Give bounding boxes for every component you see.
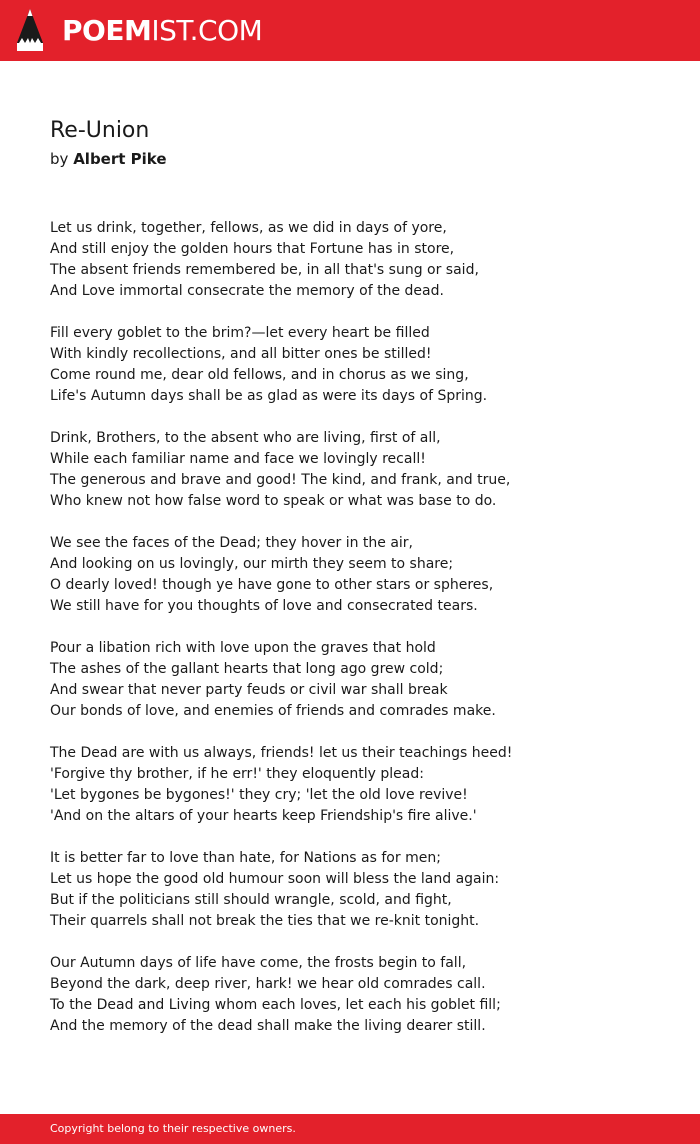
poem-line: We see the faces of the Dead; they hover in the air, [50, 535, 414, 551]
poem-line: Our Autumn days of life have come, the frosts begin to fall, [50, 955, 467, 971]
poem-line: We still have for you thoughts of love and consecrated tears. [50, 598, 478, 614]
poem-line: 'And on the altars of your hearts keep Friendship's fire alive.' [50, 808, 477, 824]
poem-line: The Dead are with us always, friends! let us their teachings heed! [50, 745, 513, 761]
poem-stanza [50, 428, 670, 512]
poem-line: Come round me, dear old fellows, and in chorus as we sing, [50, 367, 469, 383]
poem-line: Fill every goblet to the brim?—let every heart be filled [50, 325, 430, 341]
poem-stanza [50, 848, 670, 932]
site-footer [0, 1114, 700, 1144]
poem-line: To the Dead and Living whom each loves, let each his goblet fill; [50, 997, 501, 1013]
poem-body [50, 218, 670, 1058]
logo-text-bold: POEM [62, 14, 152, 47]
pencil-tip-icon[interactable] [17, 9, 43, 51]
copyright-notice: Copyright belong to their respective owners. [50, 1122, 296, 1135]
poem-author: Albert Pike [73, 150, 167, 168]
poem-line: The generous and brave and good! The kind, and frank, and true, [50, 472, 511, 488]
poem-line: Drink, Brothers, to the absent who are living, first of all, [50, 430, 441, 446]
poem-line: And swear that never party feuds or civil war shall break [50, 682, 448, 698]
poem-line: And the memory of the dead shall make the living dearer still. [50, 1018, 486, 1034]
by-label: by [50, 150, 69, 168]
poem-byline [50, 149, 167, 169]
poem-stanza [50, 323, 670, 407]
poem-line: 'Let bygones be bygones!' they cry; 'let the old love revive! [50, 787, 468, 803]
site-logo[interactable] [62, 11, 262, 51]
poem-line: And looking on us lovingly, our mirth they seem to share; [50, 556, 454, 572]
poem-line: And Love immortal consecrate the memory of the dead. [50, 283, 444, 299]
poem-line: The ashes of the gallant hearts that long ago grew cold; [50, 661, 444, 677]
poem-line: Beyond the dark, deep river, hark! we hear old comrades call. [50, 976, 486, 992]
poem-line: With kindly recollections, and all bitter ones be stilled! [50, 346, 432, 362]
poem-title: Re-Union [50, 118, 150, 143]
poem-stanza [50, 638, 670, 722]
poem-line: 'Forgive thy brother, if he err!' they eloquently plead: [50, 766, 424, 782]
poem-line: Who knew not how false word to speak or what was base to do. [50, 493, 497, 509]
poem-stanza [50, 953, 670, 1037]
poem-line: The absent friends remembered be, in all that's sung or said, [50, 262, 479, 278]
poem-stanza [50, 743, 670, 827]
poem-line: While each familiar name and face we lovingly recall! [50, 451, 426, 467]
poem-line: Our bonds of love, and enemies of friends and comrades make. [50, 703, 496, 719]
site-header [0, 0, 700, 61]
poem-line: Life's Autumn days shall be as glad as were its days of Spring. [50, 388, 488, 404]
poem-line: But if the politicians still should wrangle, scold, and fight, [50, 892, 452, 908]
poem-line: Their quarrels shall not break the ties that we re-knit tonight. [50, 913, 480, 929]
poem-line: O dearly loved! though ye have gone to other stars or spheres, [50, 577, 494, 593]
poem-line: And still enjoy the golden hours that Fortune has in store, [50, 241, 455, 257]
poem-stanza [50, 218, 670, 302]
poem-line: Pour a libation rich with love upon the graves that hold [50, 640, 436, 656]
poem-line: Let us drink, together, fellows, as we did in days of yore, [50, 220, 447, 236]
poem-stanza [50, 533, 670, 617]
poem-line: It is better far to love than hate, for Nations as for men; [50, 850, 441, 866]
logo-text-light: IST.COM [151, 14, 263, 47]
poem-line: Let us hope the good old humour soon will bless the land again: [50, 871, 500, 887]
